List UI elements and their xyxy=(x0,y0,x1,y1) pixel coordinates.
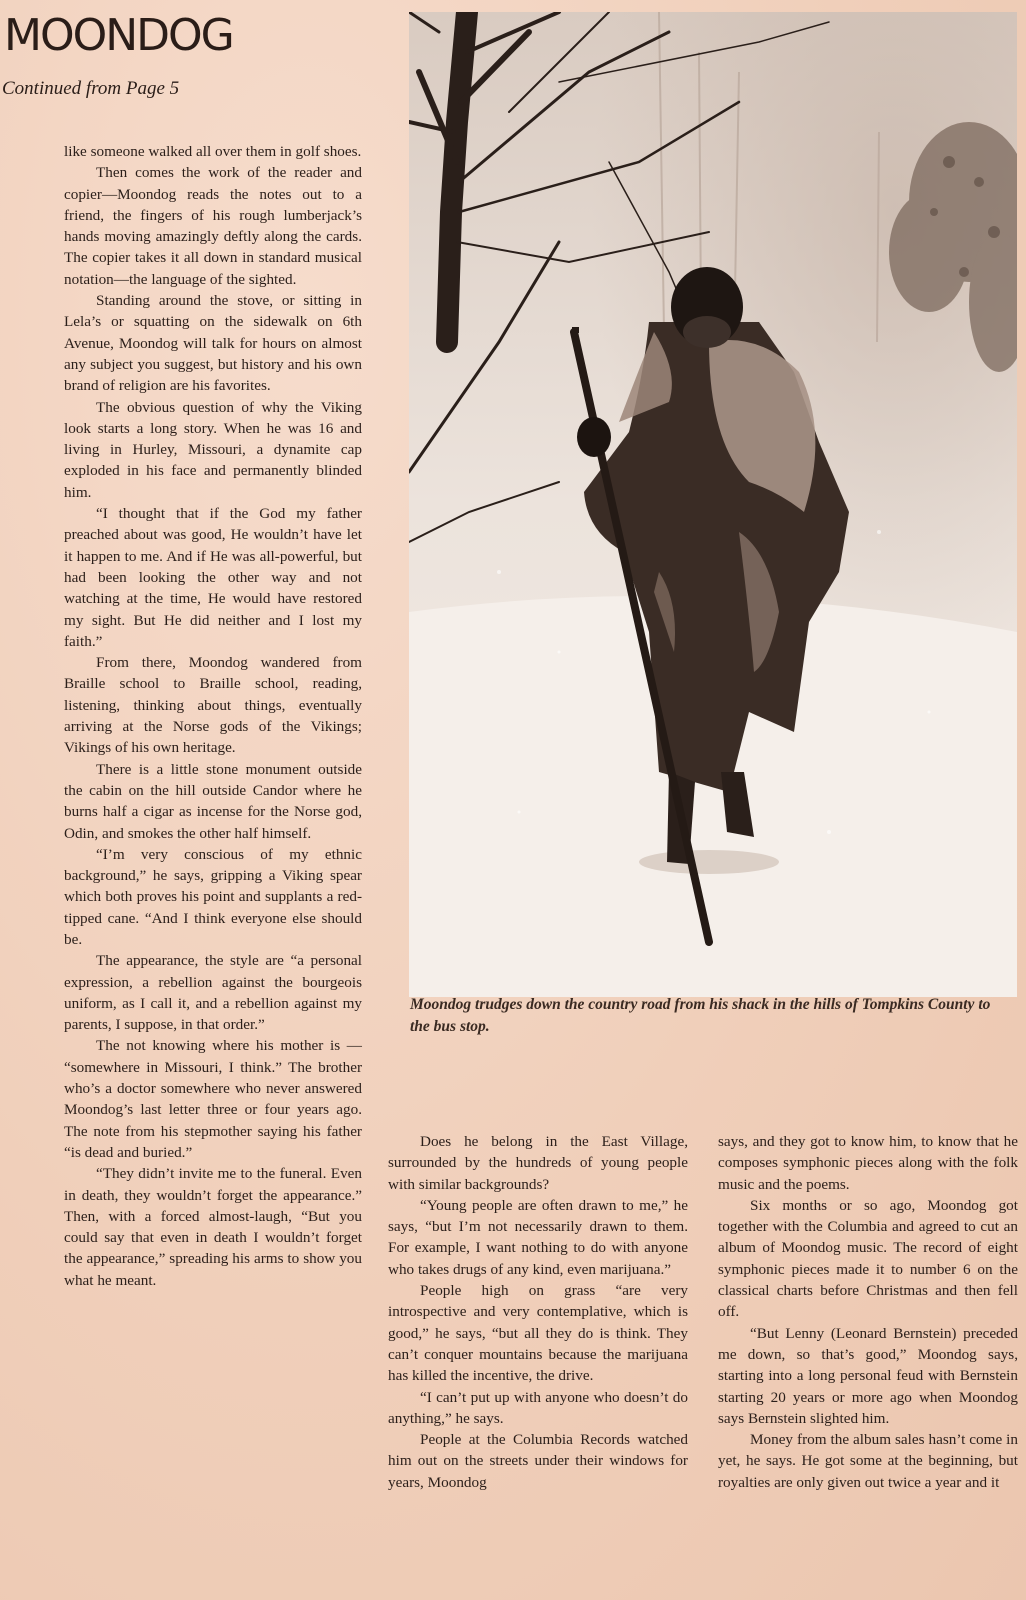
article-column-2 xyxy=(388,1131,688,1493)
paragraph: The not knowing where his mother is — “somewhere in Missouri, I think.” The brother who’s a doctor somewhere who never answered Moondog’s last letter three or four years ago. The note from his stepmother saying his father “is dead and buried.” xyxy=(64,1037,362,1161)
paragraph: The obvious question of why the Viking look starts a long story. When he was 16 and living in Hurley, Missouri, a dynamite cap exploded in his face and permanently blinded him. xyxy=(64,398,362,501)
paragraph: “I thought that if the God my father preached about was good, He wouldn’t have let it happen to me. And if He was all-powerful, but had been looking the other way and not watching at the time, He would have restored my sight. But He did neither and I lost my faith.” xyxy=(64,505,362,650)
paragraph: “Young people are often drawn to me,” he says, “but I’m not necessarily drawn to them. For example, I want nothing to do with anyone who takes drugs of any kind, even marijuana.” xyxy=(388,1196,688,1278)
paragraph: From there, Moondog wandered from Braille school to Braille school, reading, listening, thinking about things, eventually arriving at the Norse gods of the Vikings; Vikings of his own heritage. xyxy=(64,654,362,757)
paragraph: There is a little stone monument outside the cabin on the hill outside Candor where he burns half a cigar as incense for the Norse god, Odin, and smokes the other half himself. xyxy=(64,760,362,842)
continued-from-label: Continued from Page 5 xyxy=(2,78,180,99)
photo-moondog xyxy=(409,12,1017,997)
paragraph: “They didn’t invite me to the funeral. Even in death, they wouldn’t forget the appearance.” Then, with a forced almost-laugh, “But you could say that even in death I wouldn’t forget the appearance,” spreading his arms to show you what he meant. xyxy=(64,1165,362,1289)
article-column-1 xyxy=(64,141,362,1291)
paragraph: like someone walked all over them in golf shoes. xyxy=(64,143,362,160)
paragraph: People at the Columbia Records watched him out on the streets under their windows for years, Moondog xyxy=(388,1431,688,1491)
paragraph: Six months or so ago, Moondog got together with the Columbia and agreed to cut an album of Moondog music. The record of eight symphonic pieces made it to number 6 on the classical charts before Christmas and then fell off. xyxy=(718,1196,1018,1321)
paragraph: The appearance, the style are “a personal expression, a rebellion against the bourgeois uniform, as I call it, and a rebellion against my parents, I suppose, in that order.” xyxy=(64,952,362,1034)
paragraph: Then comes the work of the reader and copier—Moondog reads the notes out to a friend, the fingers of his rough lumberjack’s hands moving amazingly deftly along the cards. The copier takes it all down in standard musical notation—the language of the sighted. xyxy=(64,164,362,288)
paragraph: “I can’t put up with anyone who doesn’t do anything,” he says. xyxy=(388,1388,688,1427)
paragraph: People high on grass “are very introspective and very contemplative, which is good,” he says, “but all they do is think. They can’t conquer mountains because the marijuana has killed the incentive, the drive. xyxy=(388,1282,688,1385)
photo-caption: Moondog trudges down the country road from his shack in the hills of Tompkins County to the bus stop. xyxy=(410,996,991,1035)
paragraph: says, and they got to know him, to know that he composes symphonic pieces along with the folk music and the poems. xyxy=(718,1133,1018,1193)
headline: MOONDOG xyxy=(4,10,233,61)
paragraph: Does he belong in the East Village, surrounded by the hundreds of young people with similar backgrounds? xyxy=(388,1133,688,1193)
paragraph: “But Lenny (Leonard Bernstein) preceded me down, so that’s good,” Moondog says, starting into a long personal feud with Bernstein starting 20 years or more ago when Moondog says Bernstein slighted him. xyxy=(718,1324,1018,1427)
photo-illustration xyxy=(409,12,1017,997)
paragraph: Money from the album sales hasn’t come in yet, he says. He got some at the beginning, but royalties are only given out twice a year and it xyxy=(718,1431,1018,1491)
paragraph: “I’m very conscious of my ethnic background,” he says, gripping a Viking spear which both proves his point and supplants a red-tipped cane. “And I think everyone else should be. xyxy=(64,845,362,948)
article-column-3 xyxy=(718,1131,1018,1493)
paragraph: Standing around the stove, or sitting in Lela’s or squatting on the sidewalk on 6th Avenue, Moondog will talk for hours on almost any subject you suggest, but history and his own brand of religion are his favorites. xyxy=(64,292,362,395)
